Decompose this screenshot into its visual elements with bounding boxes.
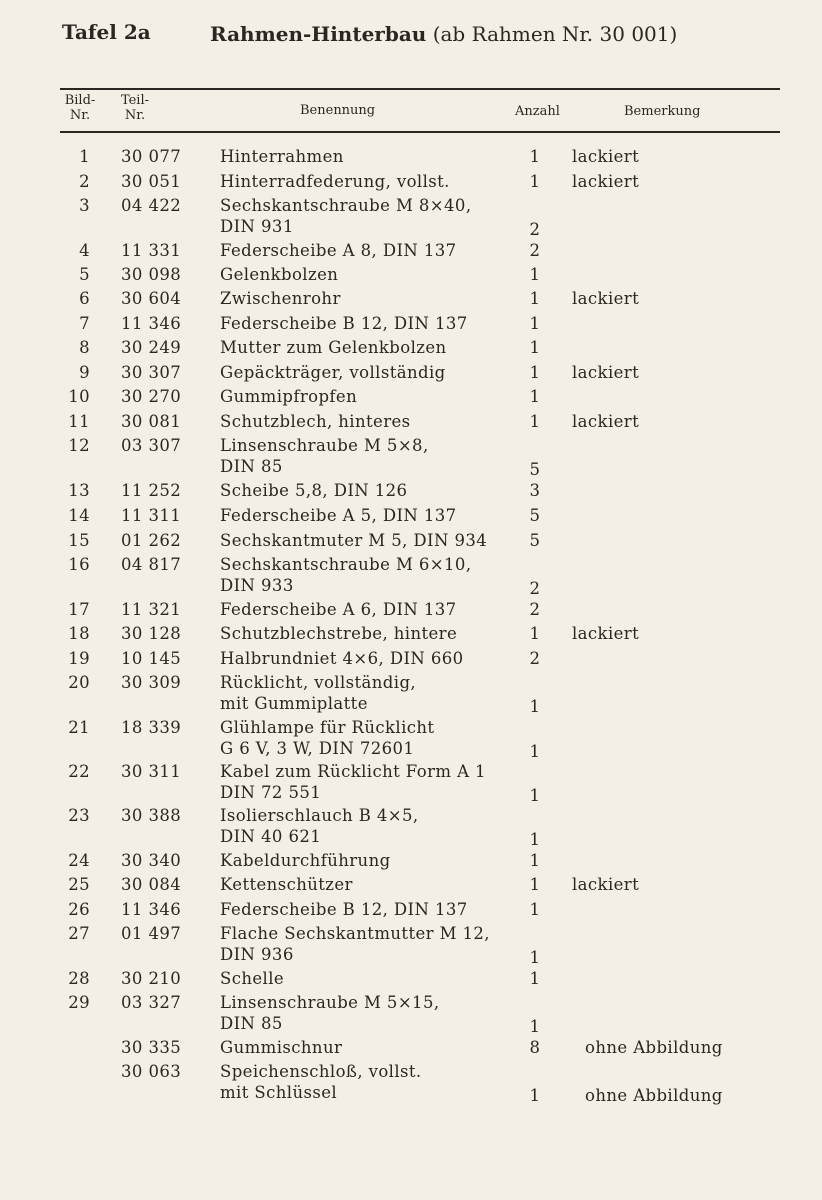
col-header-benennung: Benennung <box>300 103 376 118</box>
bild-nr: 3 <box>79 196 90 215</box>
benennung-line: Federscheibe A 8, DIN 137 <box>220 241 457 260</box>
benennung <box>220 1061 520 1103</box>
bild-nr: 12 <box>68 436 90 455</box>
col-header-anzahl: Anzahl <box>515 104 560 119</box>
benennung <box>220 264 520 285</box>
anzahl: 2 <box>529 241 541 260</box>
benennung-line: Kettenschützer <box>220 875 353 894</box>
benennung-line: Schutzblech, hinteres <box>220 412 411 431</box>
bild-nr: 4 <box>79 241 90 260</box>
benennung <box>220 992 520 1034</box>
benennung <box>220 623 520 644</box>
teil-nr: 30 128 <box>121 624 182 643</box>
benennung-line: Kabeldurchführung <box>220 851 391 870</box>
bild-nr: 15 <box>68 531 90 550</box>
benennung <box>220 554 520 596</box>
teil-nr: 30 098 <box>121 265 182 284</box>
bemerkung: ohne Abbildung <box>585 1038 723 1057</box>
teil-nr: 30 249 <box>121 338 182 357</box>
anzahl: 1 <box>529 900 541 919</box>
benennung-line: Rücklicht, vollständig, <box>220 673 417 692</box>
plate-label: Tafel 2a <box>62 20 151 44</box>
benennung-line: Gepäckträger, vollständig <box>220 363 446 382</box>
benennung-line: mit Gummiplatte <box>220 694 368 713</box>
teil-nr: 03 327 <box>121 993 182 1012</box>
benennung <box>220 599 520 620</box>
teil-nr: 30 340 <box>121 851 182 870</box>
bild-nr: 23 <box>68 806 90 825</box>
teil-nr: 11 321 <box>121 600 182 619</box>
benennung-line: DIN 72 551 <box>220 783 322 802</box>
bemerkung: lackiert <box>572 412 640 431</box>
teil-nr: 04 817 <box>121 555 182 574</box>
benennung-line: Sechskantschraube M 8×40, <box>220 196 472 215</box>
bild-nr: 22 <box>68 762 90 781</box>
teil-nr: 30 311 <box>121 762 182 781</box>
benennung-line: G 6 V, 3 W, DIN 72601 <box>220 739 415 758</box>
benennung-line: Federscheibe A 6, DIN 137 <box>220 600 457 619</box>
teil-nr: 30 309 <box>121 673 182 692</box>
bild-nr: 13 <box>68 481 90 500</box>
anzahl: 8 <box>529 1038 541 1057</box>
anzahl: 5 <box>529 531 541 550</box>
benennung <box>220 968 520 989</box>
benennung <box>220 480 520 501</box>
benennung-line: Federscheibe B 12, DIN 137 <box>220 314 468 333</box>
bild-nr: 16 <box>68 555 90 574</box>
anzahl: 1 <box>529 387 541 406</box>
teil-nr: 30 604 <box>121 289 182 308</box>
anzahl: 1 <box>529 338 541 357</box>
benennung-line: Hinterrahmen <box>220 147 344 166</box>
benennung-line: DIN 931 <box>220 217 294 236</box>
bemerkung: lackiert <box>572 875 640 894</box>
benennung <box>220 1037 520 1058</box>
benennung-line: Gummipfropfen <box>220 387 358 406</box>
benennung <box>220 648 520 669</box>
teil-nr: 30 081 <box>121 412 182 431</box>
bild-nr: 20 <box>68 673 90 692</box>
anzahl: 1 <box>529 624 541 643</box>
benennung-line: Linsenschraube M 5×15, <box>220 993 440 1012</box>
anzahl: 1 <box>529 742 541 761</box>
benennung <box>220 313 520 334</box>
page-title-main: Rahmen-Hinterbau <box>210 22 427 46</box>
anzahl: 2 <box>529 220 541 239</box>
col-header-teil-nr: Teil- Nr. <box>120 93 150 123</box>
benennung-line: Kabel zum Rücklicht Form A 1 <box>220 762 486 781</box>
bemerkung: lackiert <box>572 289 640 308</box>
bild-nr: 29 <box>68 993 90 1012</box>
benennung <box>220 530 520 551</box>
bild-nr: 1 <box>79 147 90 166</box>
benennung <box>220 362 520 383</box>
teil-nr: 11 346 <box>121 900 182 919</box>
anzahl: 1 <box>529 851 541 870</box>
benennung <box>220 337 520 358</box>
bild-nr: 9 <box>79 363 90 382</box>
bild-nr: 27 <box>68 924 90 943</box>
benennung-line: Flache Sechskantmutter M 12, <box>220 924 490 943</box>
page-title <box>210 22 677 46</box>
anzahl: 1 <box>529 948 541 967</box>
teil-nr: 30 335 <box>121 1038 182 1057</box>
teil-nr: 03 307 <box>121 436 182 455</box>
benennung-line: Hinterradfederung, vollst. <box>220 172 450 191</box>
anzahl: 1 <box>529 786 541 805</box>
teil-nr: 30 077 <box>121 147 182 166</box>
bild-nr: 11 <box>68 412 90 431</box>
benennung-line: Zwischenrohr <box>220 289 341 308</box>
teil-nr: 30 388 <box>121 806 182 825</box>
benennung <box>220 899 520 920</box>
anzahl: 1 <box>529 875 541 894</box>
benennung-line: Halbrundniet 4×6, DIN 660 <box>220 649 464 668</box>
benennung-line: Speichenschloß, vollst. <box>220 1062 422 1081</box>
benennung-line: Mutter zum Gelenkbolzen <box>220 338 447 357</box>
benennung-line: Glühlampe für Rücklicht <box>220 718 435 737</box>
benennung <box>220 672 520 714</box>
anzahl: 1 <box>529 265 541 284</box>
benennung-line: Federscheibe A 5, DIN 137 <box>220 506 457 525</box>
benennung-line: Schelle <box>220 969 285 988</box>
bemerkung: lackiert <box>572 363 640 382</box>
benennung-line: Scheibe 5,8, DIN 126 <box>220 481 408 500</box>
benennung-line: Sechskantschraube M 6×10, <box>220 555 472 574</box>
anzahl: 2 <box>529 600 541 619</box>
benennung <box>220 850 520 871</box>
benennung-line: DIN 933 <box>220 576 294 595</box>
benennung-line: Federscheibe B 12, DIN 137 <box>220 900 468 919</box>
anzahl: 1 <box>529 830 541 849</box>
benennung-line: DIN 936 <box>220 945 294 964</box>
col-header-bild-nr: Bild- Nr. <box>64 93 96 123</box>
bemerkung: lackiert <box>572 147 640 166</box>
benennung-line: DIN 85 <box>220 457 283 476</box>
benennung <box>220 923 520 965</box>
teil-nr: 30 051 <box>121 172 182 191</box>
benennung <box>220 171 520 192</box>
bild-nr: 25 <box>68 875 90 894</box>
col-header-bemerkung: Bemerkung <box>624 104 701 119</box>
benennung-line: DIN 85 <box>220 1014 283 1033</box>
bemerkung: ohne Abbildung <box>585 1086 723 1105</box>
bild-nr: 19 <box>68 649 90 668</box>
anzahl: 5 <box>529 506 541 525</box>
teil-nr: 30 270 <box>121 387 182 406</box>
benennung <box>220 146 520 167</box>
teil-nr: 01 497 <box>121 924 182 943</box>
anzahl: 1 <box>529 363 541 382</box>
benennung-line: DIN 40 621 <box>220 827 322 846</box>
bild-nr: 26 <box>68 900 90 919</box>
anzahl: 1 <box>529 969 541 988</box>
bemerkung: lackiert <box>572 624 640 643</box>
bild-nr: 21 <box>68 718 90 737</box>
teil-nr: 30 084 <box>121 875 182 894</box>
bild-nr: 28 <box>68 969 90 988</box>
benennung-line: Gummischnur <box>220 1038 343 1057</box>
benennung <box>220 805 520 847</box>
anzahl: 1 <box>529 1086 541 1105</box>
bild-nr: 14 <box>68 506 90 525</box>
bild-nr: 24 <box>68 851 90 870</box>
bemerkung: lackiert <box>572 172 640 191</box>
anzahl: 2 <box>529 579 541 598</box>
page-title-sub: (ab Rahmen Nr. 30 001) <box>432 22 678 46</box>
bild-nr: 10 <box>68 387 90 406</box>
teil-nr: 01 262 <box>121 531 182 550</box>
bild-nr: 2 <box>79 172 90 191</box>
benennung <box>220 435 520 477</box>
table-header-rule <box>60 131 780 133</box>
anzahl: 5 <box>529 460 541 479</box>
anzahl: 1 <box>529 314 541 333</box>
teil-nr: 30 307 <box>121 363 182 382</box>
benennung-line: Schutzblechstrebe, hintere <box>220 624 458 643</box>
bild-nr: 7 <box>79 314 90 333</box>
teil-nr: 11 311 <box>121 506 182 525</box>
teil-nr: 04 422 <box>121 196 182 215</box>
anzahl: 1 <box>529 412 541 431</box>
anzahl: 1 <box>529 697 541 716</box>
benennung <box>220 411 520 432</box>
benennung-line: Gelenkbolzen <box>220 265 339 284</box>
bild-nr: 5 <box>79 265 90 284</box>
benennung-line: mit Schlüssel <box>220 1083 338 1102</box>
benennung <box>220 240 520 261</box>
benennung <box>220 386 520 407</box>
teil-nr: 30 210 <box>121 969 182 988</box>
anzahl: 1 <box>529 172 541 191</box>
benennung <box>220 288 520 309</box>
benennung-line: Isolierschlauch B 4×5, <box>220 806 419 825</box>
anzahl: 2 <box>529 649 541 668</box>
benennung <box>220 505 520 526</box>
anzahl: 1 <box>529 1017 541 1036</box>
teil-nr: 18 339 <box>121 718 182 737</box>
teil-nr: 11 346 <box>121 314 182 333</box>
benennung-line: Sechskantmuter M 5, DIN 934 <box>220 531 488 550</box>
benennung <box>220 717 520 759</box>
table-top-rule <box>60 88 780 90</box>
teil-nr: 11 331 <box>121 241 182 260</box>
teil-nr: 30 063 <box>121 1062 182 1081</box>
bild-nr: 18 <box>68 624 90 643</box>
bild-nr: 17 <box>68 600 90 619</box>
bild-nr: 6 <box>79 289 90 308</box>
bild-nr: 8 <box>79 338 90 357</box>
anzahl: 1 <box>529 147 541 166</box>
anzahl: 1 <box>529 289 541 308</box>
teil-nr: 10 145 <box>121 649 182 668</box>
benennung-line: Linsenschraube M 5×8, <box>220 436 429 455</box>
anzahl: 3 <box>529 481 541 500</box>
benennung <box>220 761 520 803</box>
benennung <box>220 195 520 237</box>
benennung <box>220 874 520 895</box>
teil-nr: 11 252 <box>121 481 182 500</box>
